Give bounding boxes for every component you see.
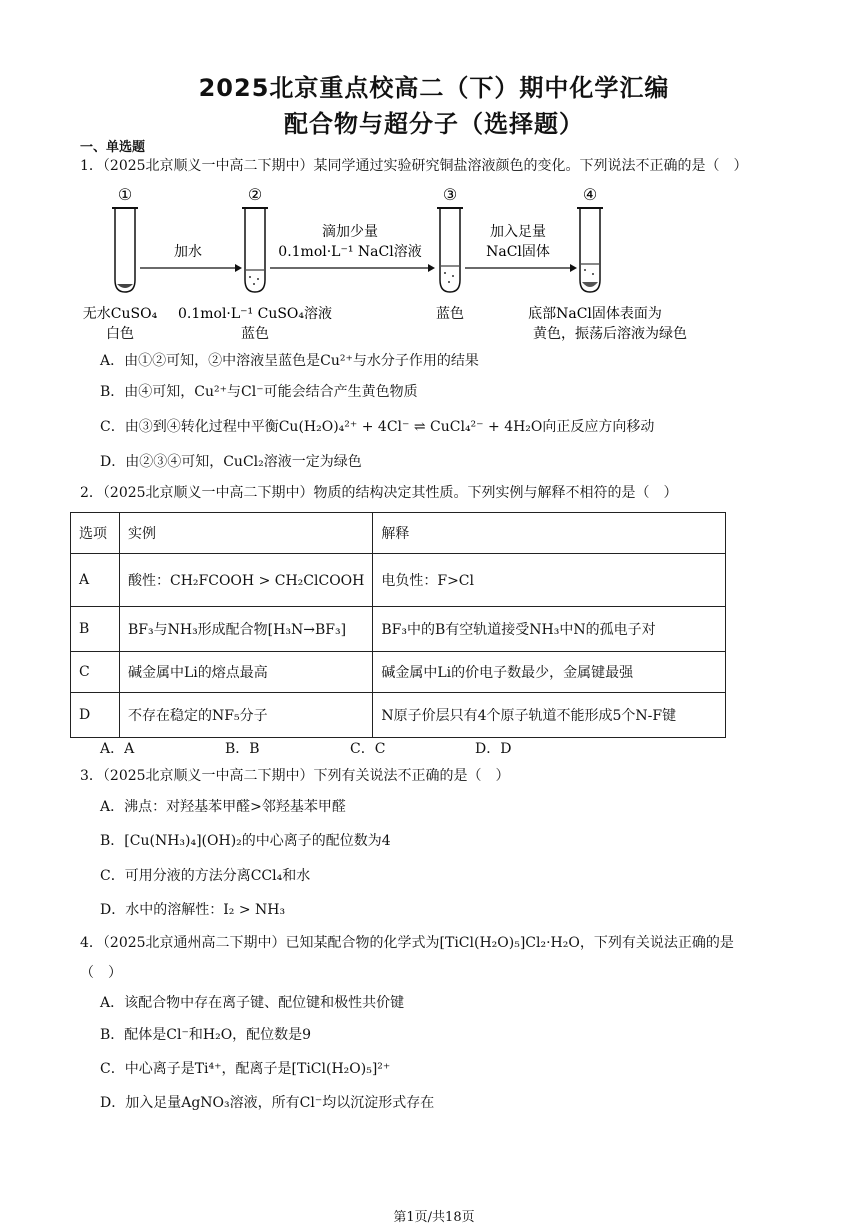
question-2-stem: 2．（2025北京顺义一中高二下期中）物质的结构决定其性质。下列实例与解释不相符的是（ ） (80, 485, 678, 501)
table-header-cell: 选项 (71, 513, 120, 554)
table-cell: 电负性：F>Cl (373, 554, 726, 607)
tube-2-label-line2: 蓝色 (241, 326, 269, 342)
test-tube-3-icon (437, 208, 463, 292)
tube-3-label: 蓝色 (436, 306, 464, 322)
test-tube-4-icon (577, 208, 603, 292)
tube-4-number: ④ (582, 185, 598, 204)
table-cell: 碱金属中Li的价电子数最少，金属键最强 (373, 652, 726, 693)
tube-4-label-line2: 黄色，振荡后溶液为绿色 (533, 326, 687, 342)
table-cell: BF₃中的B有空轨道接受NH₃中N的孤电子对 (373, 607, 726, 652)
table-header-cell: 解释 (373, 513, 726, 554)
table-cell: A (71, 554, 120, 607)
question-1-option-b: B．由④可知，Cu²⁺与Cl⁻可能会结合产生黄色物质 (100, 384, 418, 400)
arrow-3-label-line2: NaCl固体 (486, 244, 550, 260)
table-row (71, 652, 726, 693)
question-4-stem-continued: （ ） (80, 965, 122, 981)
question-4-option-c: C．中心离子是Ti⁴⁺，配离子是[TiCl(H₂O)₅]²⁺ (100, 1061, 391, 1077)
arrow-2-label-line1: 滴加少量 (322, 224, 378, 240)
table-row (71, 607, 726, 652)
page-subtitle: 配合物与超分子（选择题） (284, 110, 584, 138)
arrow-2-label-line2: 0.1mol·L⁻¹ NaCl溶液 (278, 244, 422, 260)
experiment-diagram (70, 180, 770, 350)
table-cell: 不存在稳定的NF₅分子 (120, 693, 373, 738)
question-4-option-a: A．该配合物中存在离子键、配位键和极性共价键 (100, 995, 405, 1011)
tube-1-label-line1: 无水CuSO₄ (82, 306, 158, 322)
test-tube-2-icon (242, 208, 268, 292)
table-header-row (71, 513, 726, 554)
arrow-2-icon (270, 264, 435, 272)
question-4-option-d: D．加入足量AgNO₃溶液，所有Cl⁻均以沉淀形式存在 (100, 1095, 435, 1111)
question-1-option-d: D．由②③④可知，CuCl₂溶液一定为绿色 (100, 454, 362, 470)
tube-4-label-line1: 底部NaCl固体表面为 (528, 306, 662, 322)
tube-1-number: ① (117, 185, 133, 204)
question-2-choice-d: D．D (475, 741, 512, 757)
arrow-3-label-line1: 加入足量 (490, 224, 546, 240)
table-cell: 酸性：CH₂FCOOH > CH₂ClCOOH (120, 554, 373, 607)
question-4-stem: 4．（2025北京通州高二下期中）已知某配合物的化学式为[TiCl(H₂O)₅]Cl₂·H₂O，下列有关说法正确的是 (80, 935, 734, 951)
arrow-1-label: 加水 (174, 244, 202, 260)
question-3-option-b: B．[Cu(NH₃)₄](OH)₂的中心离子的配位数为4 (100, 833, 391, 849)
table-row (71, 693, 726, 738)
tube-2-number: ② (247, 185, 263, 204)
tube-2-label-line1: 0.1mol·L⁻¹ CuSO₄溶液 (177, 306, 333, 322)
table-cell: B (71, 607, 120, 652)
question-1-stem: 1．（2025北京顺义一中高二下期中）某同学通过实验研究铜盐溶液颜色的变化。下列说法不正确的是（ ） (80, 158, 748, 174)
tube-1-label-line2: 白色 (106, 326, 134, 342)
arrow-1-icon (140, 264, 242, 272)
question-2-table (70, 512, 726, 738)
question-3-stem: 3．（2025北京顺义一中高二下期中）下列有关说法不正确的是（ ） (80, 768, 510, 784)
test-tube-1-icon (112, 208, 138, 292)
table-cell: 碱金属中Li的熔点最高 (120, 652, 373, 693)
table-cell: N原子价层只有4个原子轨道不能形成5个N-F键 (373, 693, 726, 738)
table-header-cell: 实例 (120, 513, 373, 554)
page-footer: 第1页/共18页 (393, 1210, 475, 1225)
table-cell: D (71, 693, 120, 738)
table-cell: BF₃与NH₃形成配合物[H₃N→BF₃] (120, 607, 373, 652)
tube-3-number: ③ (442, 185, 458, 204)
question-2-choices (100, 738, 600, 758)
section-heading: 一、单选题 (80, 140, 146, 155)
question-2-choice-c: C．C (350, 741, 386, 757)
question-1-option-c: C．由③到④转化过程中平衡Cu(H₂O)₄²⁺ + 4Cl⁻ ⇌ CuCl₄²⁻ + 4H₂O向正反应方向移动 (100, 419, 655, 435)
page-title: 2025北京重点校高二（下）期中化学汇编 (198, 74, 670, 102)
arrow-3-icon (465, 264, 577, 272)
question-1-option-a: A．由①②可知，②中溶液呈蓝色是Cu²⁺与水分子作用的结果 (100, 353, 479, 369)
question-3-option-c: C．可用分液的方法分离CCl₄和水 (100, 868, 311, 884)
question-3-option-d: D．水中的溶解性：I₂ > NH₃ (100, 902, 286, 918)
question-2-choice-a: A．A (100, 741, 135, 757)
question-3-option-a: A．沸点：对羟基苯甲醛>邻羟基苯甲醛 (100, 799, 346, 815)
table-row (71, 554, 726, 607)
question-4-option-b: B．配体是Cl⁻和H₂O，配位数是9 (100, 1027, 312, 1043)
table-cell: C (71, 652, 120, 693)
question-2-choice-b: B．B (225, 741, 260, 757)
